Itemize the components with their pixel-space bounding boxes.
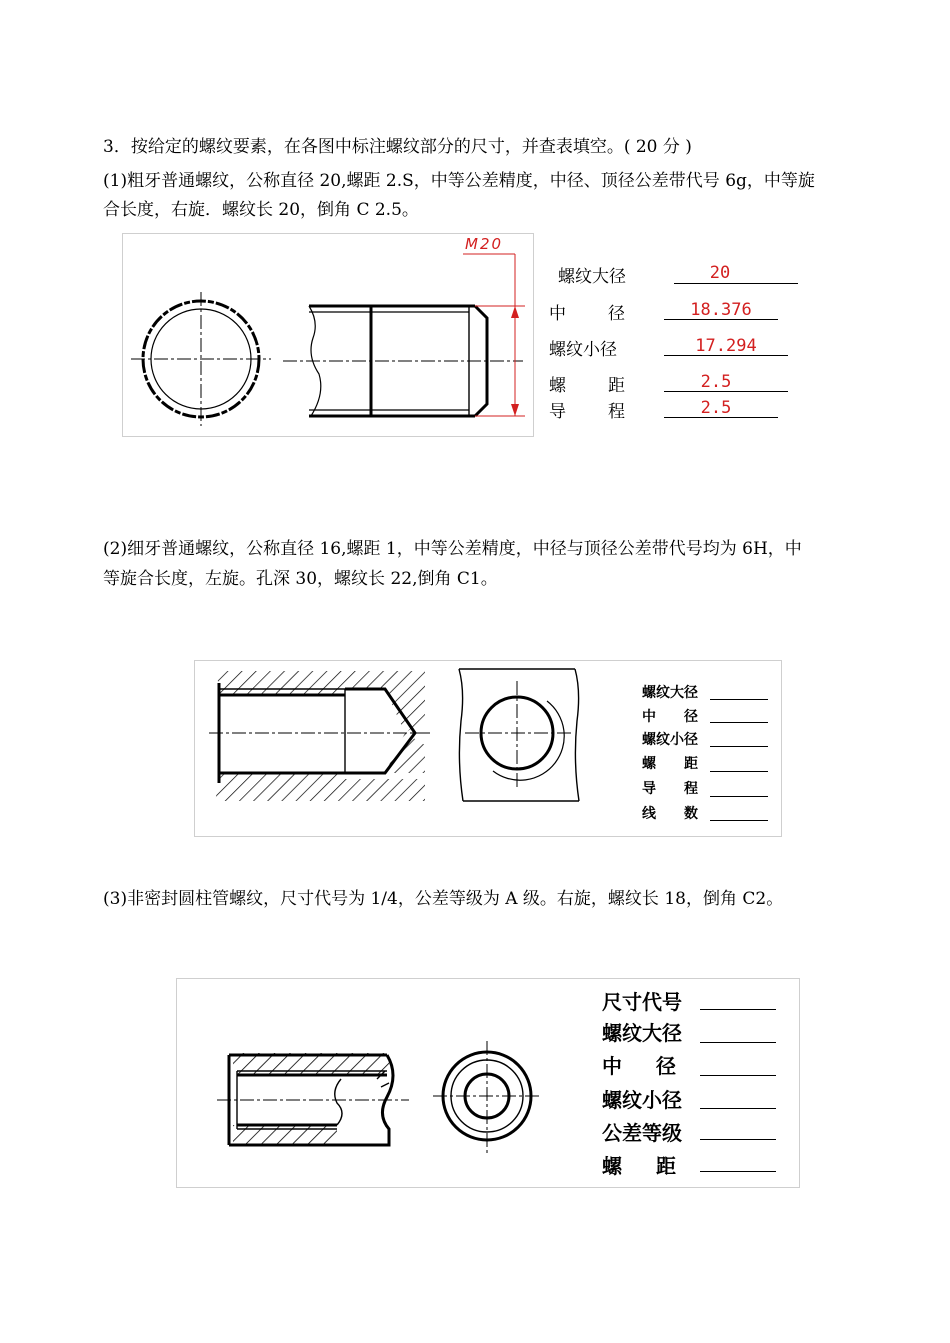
fig3-label-tolerance-grade: 公差等级 — [602, 1121, 682, 1145]
fig3-label-minor-diameter: 螺纹小径 — [602, 1088, 682, 1112]
figure1-dimension-label: M20 — [465, 235, 504, 253]
fig1-label-minor-diameter: 螺纹小径 — [549, 340, 617, 360]
fig1-answer-minor-diameter: 17.294 — [695, 336, 757, 356]
fig1-answer-line — [664, 417, 778, 418]
fig3-answer-line — [700, 1009, 776, 1010]
fig1-answer-line — [664, 391, 788, 392]
figure1-svg — [123, 234, 533, 436]
fig2-label-pitch: 螺 距 — [642, 756, 698, 772]
fig3-label-major-diameter: 螺纹大径 — [602, 1021, 682, 1045]
fig1-answer-line — [664, 355, 788, 356]
part2-text-line2: 等旋合长度，左旋。孔深 30，螺纹长 22,倒角 C1。 — [103, 569, 498, 589]
fig3-answer-line — [700, 1075, 776, 1076]
fig3-label-pitch: 螺 距 — [602, 1154, 676, 1178]
part2-text-line1: (2)细牙普通螺纹，公称直径 16,螺距 1，中等公差精度，中径与顶径公差带代号均为 6H，中 — [103, 539, 802, 559]
fig2-label-minor-diameter: 螺纹小径 — [642, 732, 698, 748]
part1-text-line1: (1)粗牙普通螺纹，公称直径 20,螺距 2.S，中等公差精度，中径、顶径公差带代号 6g，中等旋 — [103, 171, 815, 191]
fig3-answer-line — [700, 1042, 776, 1043]
fig1-answer-pitch: 2.5 — [700, 372, 732, 392]
fig1-answer-lead: 2.5 — [700, 398, 732, 418]
part3-text-line1: (3)非密封圆柱管螺纹，尺寸代号为 1/4，公差等级为 A 级。右旋，螺纹长 18，倒角 C2。 — [103, 889, 784, 909]
fig2-label-lead: 导 程 — [642, 781, 698, 797]
part1-text-line2: 合长度，右旋．螺纹长 20，倒角 C 2.5。 — [103, 200, 419, 220]
fig1-label-pitch-diameter: 中 径 — [549, 304, 625, 324]
fig2-answer-line — [710, 820, 768, 821]
fig3-answer-line — [700, 1171, 776, 1172]
fig2-answer-line — [710, 699, 768, 700]
fig3-label-size-code: 尺寸代号 — [602, 990, 682, 1014]
fig1-label-lead: 导 程 — [549, 402, 625, 422]
fig1-answer-pitch-diameter: 18.376 — [690, 300, 752, 320]
fig3-label-pitch-diameter: 中 径 — [602, 1054, 676, 1078]
fig2-answer-line — [710, 771, 768, 772]
fig2-label-pitch-diameter: 中 径 — [642, 709, 698, 725]
fig1-label-major-diameter: 螺纹大径 — [558, 267, 626, 287]
figure1-drawing — [122, 233, 534, 437]
fig3-answer-line — [700, 1108, 776, 1109]
fig1-answer-line — [674, 283, 798, 284]
fig2-answer-line — [710, 796, 768, 797]
fig2-answer-line — [710, 722, 768, 723]
fig1-answer-line — [664, 319, 778, 320]
fig2-label-thread-count: 线 数 — [642, 806, 698, 822]
figure3-svg — [177, 979, 799, 1187]
fig1-label-pitch: 螺 距 — [549, 376, 625, 396]
question-title: 3．按给定的螺纹要素，在各图中标注螺纹部分的尺寸，并查表填空。( 20 分 ) — [103, 137, 692, 157]
fig1-answer-major-diameter: 20 — [709, 263, 731, 283]
fig3-answer-line — [700, 1139, 776, 1140]
fig2-answer-line — [710, 746, 768, 747]
fig2-label-major-diameter: 螺纹大径 — [642, 685, 698, 701]
